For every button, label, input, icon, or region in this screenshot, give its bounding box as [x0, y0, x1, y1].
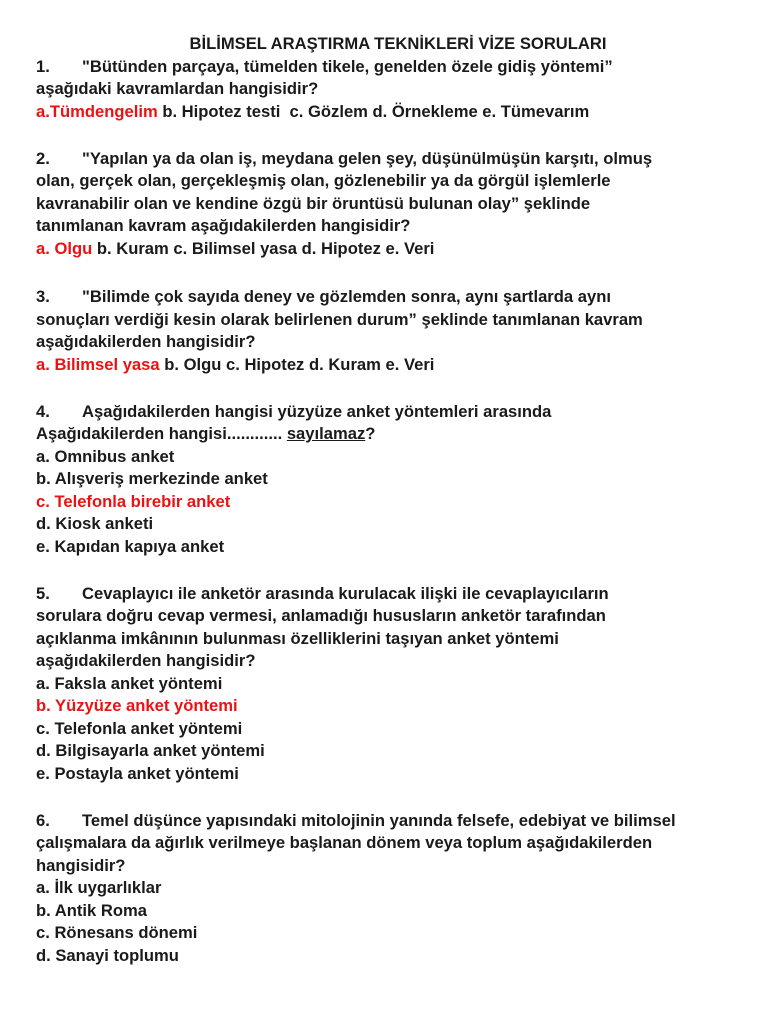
question-number: 1.	[36, 56, 50, 76]
question-text: olan, gerçek olan, gerçekleşmiş olan, gözlenebilir ya da görgül işlemlerle	[36, 171, 611, 190]
question-text: sorulara doğru cevap vermesi, anlamadığı hususların anketör tarafından	[36, 606, 606, 625]
document-title: BİLİMSEL ARAŞTIRMA TEKNİKLERİ VİZE SORULARI	[189, 34, 607, 53]
answer-line	[36, 238, 746, 261]
question-text: çalışmalara da ağırlık verilmeye başlanan dönem veya toplum aşağıdakilerden	[36, 833, 653, 852]
answer-option: a. Omnibus anket	[36, 446, 175, 466]
question-4	[36, 401, 746, 559]
answer-option: b. Antik Roma	[36, 900, 147, 920]
question-text	[36, 423, 746, 446]
question-6	[36, 810, 746, 968]
document-page	[36, 33, 746, 967]
answer-option: e. Postayla anket yöntemi	[36, 763, 239, 783]
answer-option: c. Rönesans dönemi	[36, 923, 198, 942]
answer-option: a. İlk uygarlıklar	[36, 878, 162, 897]
answer-option: d. Bilgisayarla anket yöntemi	[36, 741, 265, 760]
underlined-keyword: sayılamaz	[286, 424, 366, 443]
answer-option: a. Faksla anket yöntemi	[36, 673, 223, 693]
question-text: Temel düşünce yapısındaki mitolojinin yanında felsefe, edebiyat ve bilimsel	[82, 810, 676, 830]
other-answers: b. Hipotez testi c. Gözlem d. Örnekleme e. Tümevarım	[157, 101, 590, 121]
question-text-suffix: ?	[365, 424, 376, 443]
question-2	[36, 148, 746, 261]
question-text: "Yapılan ya da olan iş, meydana gelen şey, düşünülmüşün karşıtı, olmuş	[82, 148, 653, 168]
question-text: aşağıdaki kavramlardan hangisidir?	[36, 79, 319, 98]
question-text: kavranabilir olan ve kendine özgü bir öruntüsü bulunan olay” şeklinde	[36, 193, 591, 213]
question-text: açıklanma imkânının bulunması özelliklerini taşıyan anket yöntemi	[36, 628, 559, 648]
correct-answer: a.Tümdengelim	[36, 101, 158, 121]
question-number: 4.	[36, 401, 50, 421]
question-text: "Bütünden parçaya, tümelden tikele, genelden özele gidiş yöntemi”	[82, 56, 613, 76]
question-text: "Bilimde çok sayıda deney ve gözlemden sonra, aynı şartlarda aynı	[82, 287, 611, 306]
answer-option: e. Kapıdan kapıya anket	[36, 536, 225, 556]
question-number: 6.	[36, 810, 50, 830]
answer-line	[36, 354, 746, 377]
question-1	[36, 56, 746, 124]
correct-answer: a. Bilimsel yasa	[36, 354, 160, 374]
question-number: 3.	[36, 287, 50, 306]
answer-option: d. Kiosk anketi	[36, 514, 154, 533]
correct-answer-option: b. Yüzyüze anket yöntemi	[36, 696, 238, 715]
question-text: tanımlanan kavram aşağıdakilerden hangisidir?	[36, 216, 411, 235]
question-text: hangisidir?	[36, 855, 126, 875]
question-number: 2.	[36, 148, 50, 168]
question-3	[36, 286, 746, 376]
answer-option: b. Alışveriş merkezinde anket	[36, 469, 268, 488]
question-number: 5.	[36, 583, 50, 603]
question-text: aşağıdakilerden hangisidir?	[36, 651, 256, 670]
question-text: Aşağıdakilerden hangisi yüzyüze anket yöntemleri arasında	[82, 401, 552, 421]
answer-option: c. Telefonla anket yöntemi	[36, 718, 243, 738]
question-text: Cevaplayıcı ile anketör arasında kurulacak ilişki ile cevaplayıcıların	[82, 583, 609, 603]
question-text-prefix: Aşağıdakilerden hangisi............	[36, 424, 287, 443]
question-5	[36, 583, 746, 786]
correct-answer: a. Olgu	[36, 238, 93, 258]
answer-line	[36, 101, 746, 124]
answer-option: d. Sanayi toplumu	[36, 945, 179, 965]
question-text: aşağıdakilerden hangisidir?	[36, 332, 256, 351]
correct-answer-option: c. Telefonla birebir anket	[36, 491, 231, 511]
other-answers: b. Kuram c. Bilimsel yasa d. Hipotez e. Veri	[92, 238, 435, 258]
question-text: sonuçları verdiği kesin olarak belirlenen durum” şeklinde tanımlanan kavram	[36, 309, 643, 329]
other-answers: b. Olgu c. Hipotez d. Kuram e. Veri	[159, 354, 435, 374]
